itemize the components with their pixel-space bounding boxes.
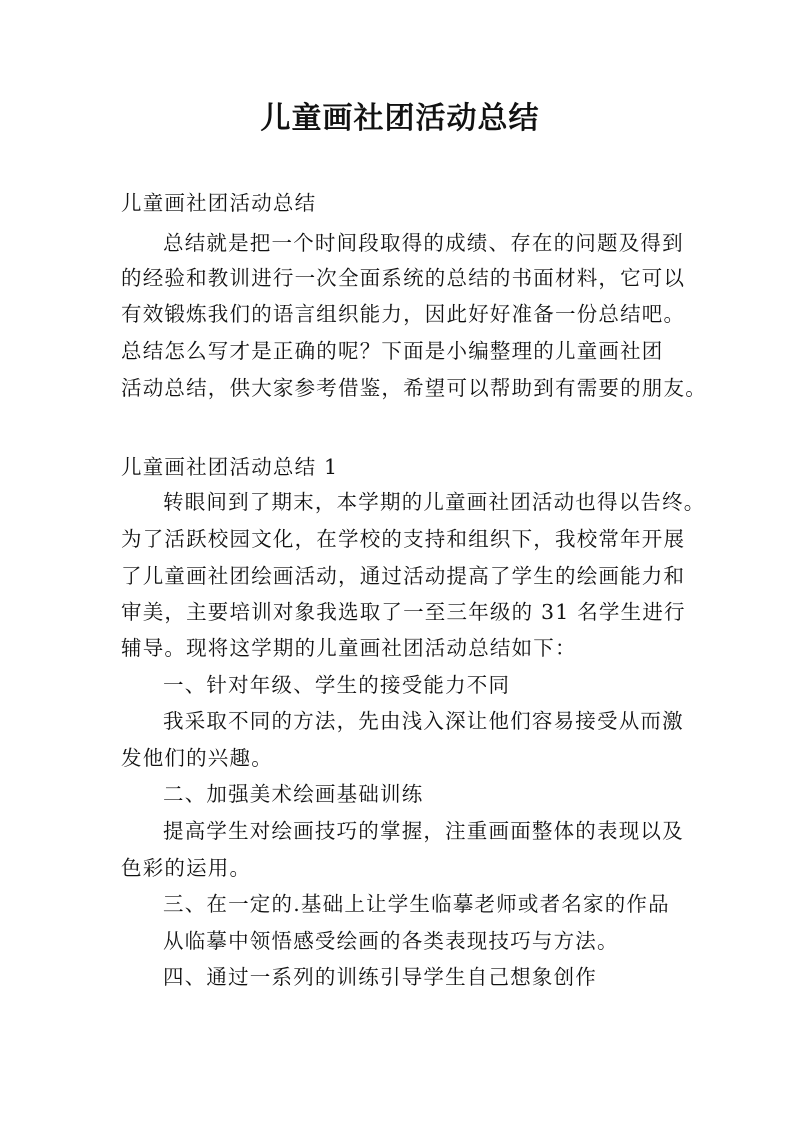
paragraph-line: 发他们的兴趣。	[121, 746, 273, 770]
paragraph-line: 总结怎么写才是正确的呢？下面是小编整理的儿童画社团	[121, 339, 664, 363]
paragraph-line: 的经验和教训进行一次全面系统的总结的书面材料，它可以	[121, 266, 686, 290]
paragraph-line: 了儿童画社团绘画活动，通过活动提高了学生的绘画能力和	[121, 564, 686, 588]
section-heading: 儿童画社团活动总结 1	[121, 455, 339, 479]
list-item-heading: 四、通过一系列的训练引导学生自己想象创作	[163, 965, 597, 989]
paragraph-line: 从临摹中领悟感受绘画的各类表现技巧与方法。	[163, 929, 619, 953]
paragraph-line: 我采取不同的方法，先由浅入深让他们容易接受从而激	[163, 709, 684, 733]
paragraph-line: 为了活跃校园文化，在学校的支持和组织下，我校常年开展	[121, 527, 686, 551]
paragraph-line: 色彩的运用。	[121, 856, 252, 880]
paragraph-line: 活动总结，供大家参考借鉴，希望可以帮助到有需要的朋友。	[121, 376, 707, 400]
paragraph-line: 有效锻炼我们的语言组织能力，因此好好准备一份总结吧。	[121, 302, 686, 326]
list-item-heading: 二、加强美术绘画基础训练	[163, 782, 424, 806]
list-item-heading: 三、在一定的.基础上让学生临摹老师或者名家的作品	[163, 892, 670, 916]
paragraph-line: 提高学生对绘画技巧的掌握，注重画面整体的表现以及	[163, 819, 684, 843]
paragraph-line: 审美，主要培训对象我选取了一至三年级的 31 名学生进行	[121, 600, 686, 624]
document-title: 儿童画社团活动总结	[260, 101, 540, 136]
list-item-heading: 一、针对年级、学生的接受能力不同	[163, 673, 511, 697]
paragraph-line: 辅导。现将这学期的儿童画社团活动总结如下：	[121, 636, 577, 660]
paragraph-line: 总结就是把一个时间段取得的成绩、存在的问题及得到	[163, 231, 684, 255]
intro-heading: 儿童画社团活动总结	[121, 191, 317, 215]
paragraph-line: 转眼间到了期末，本学期的儿童画社团活动也得以告终。	[163, 490, 706, 514]
